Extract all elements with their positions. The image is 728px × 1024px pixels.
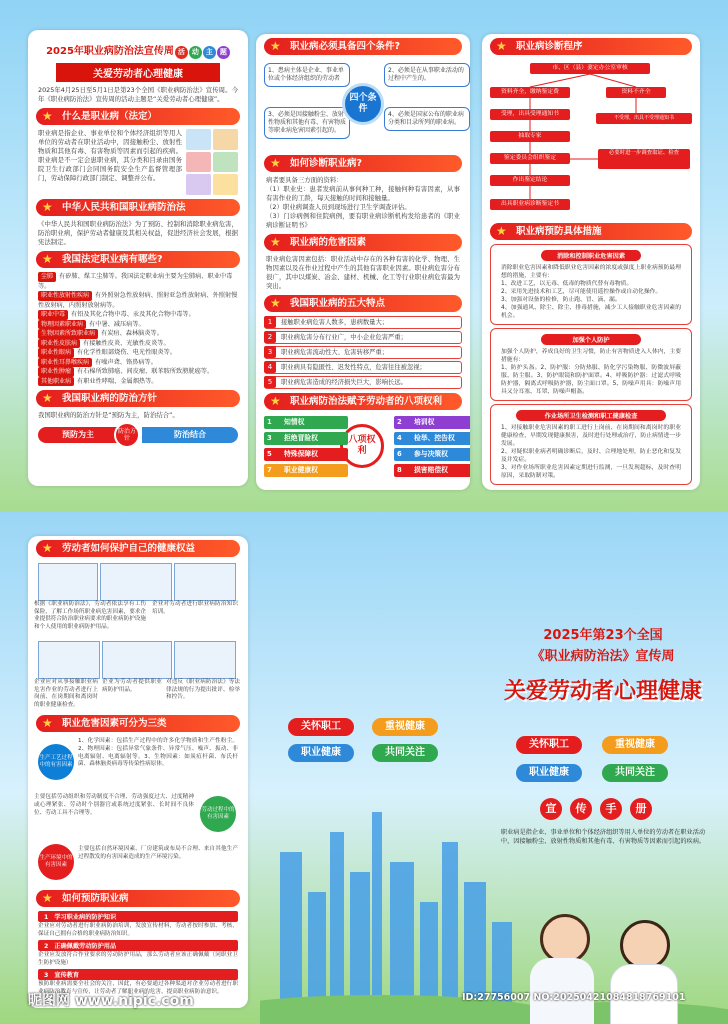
feature-row bbox=[264, 316, 462, 329]
category-list bbox=[34, 736, 242, 886]
right-item bbox=[264, 448, 348, 461]
prevent-text: 企业应发放符合作业要求的劳动防护用品，那么劳动者应该正确佩戴（同职业卫生防护设施） bbox=[38, 952, 238, 966]
section-header-rights: ★ 职业病防治法赋予劳动者的八项权利 bbox=[264, 393, 462, 410]
rights-hub: 八项权利 bbox=[340, 424, 384, 468]
scene-caption-5: 对违反《职业病防治法》等法律法规的行为提出批评、检举和控告。 bbox=[166, 679, 240, 700]
prevent-list bbox=[28, 911, 248, 997]
disease-text: 有铅及其化合物中毒、汞及其化合物中毒等。 bbox=[71, 311, 195, 318]
scene-caption-2: 企业对劳动者进行职业病防治知识培训。 bbox=[152, 601, 238, 615]
manual-label bbox=[540, 798, 652, 820]
doctor-head-icon bbox=[620, 920, 670, 970]
condition-4: 4、必须是国家公布的职业病分类和目录所列的职业病。 bbox=[384, 107, 470, 131]
prevent-title-text: 学习职业病的防护知识 bbox=[54, 914, 117, 921]
scene-image-4 bbox=[38, 641, 100, 679]
doctor-nurse-illustration bbox=[520, 914, 700, 1024]
condition-2: 2、必须是在从事职业活动的过程中产生的。 bbox=[384, 63, 470, 87]
flow-investigate: 必要时进一步调查取证、检查 bbox=[598, 149, 690, 169]
feature-row bbox=[264, 331, 462, 344]
diagnosis-text: 病者要具备三方面的资料： （1）职业史：患者发病前从事何种工种，接触何种有害因素，从事有害作业的工龄，每天接触的时间和接触量。 （2）职业病调查人员到现场进行卫生学调查评估。 （3）门诊病例和住院病例，要有职业病诊断机构发给患者的《职业病诊断证明书》 bbox=[266, 176, 460, 229]
disease-tag: 物理因素职业病 bbox=[38, 320, 86, 330]
star-icon: ★ bbox=[270, 235, 281, 249]
star-icon: ★ bbox=[42, 200, 53, 214]
right-item bbox=[394, 448, 470, 461]
watermark-left: 昵图网 www.nipic.com bbox=[28, 993, 194, 1009]
disease-tag: 尘肺 bbox=[38, 272, 56, 282]
right-label: 职业健康权 bbox=[284, 466, 318, 474]
feature-number: 4 bbox=[264, 361, 276, 373]
right-number: 1 bbox=[267, 418, 272, 426]
policy-banner bbox=[38, 422, 238, 448]
right-item bbox=[394, 416, 470, 429]
cover-pill-2: 重视健康 bbox=[602, 736, 668, 754]
disease-text: 有矽肺、煤工尘肺等。我国法定职业病主要为尘肺病、职业中毒等。 bbox=[38, 273, 233, 290]
right-item bbox=[264, 416, 348, 429]
right-number: 2 bbox=[397, 418, 402, 426]
disease-row bbox=[38, 291, 238, 310]
mid-pill-4: 共同关注 bbox=[372, 744, 438, 762]
feature-row bbox=[264, 361, 462, 374]
prevent-item bbox=[38, 940, 238, 967]
cover-pill-4: 共同关注 bbox=[602, 764, 668, 782]
category-3-badge: 生产环境中的有害因素 bbox=[38, 844, 74, 880]
star-icon: ★ bbox=[496, 39, 507, 53]
star-icon: ★ bbox=[270, 296, 281, 310]
illustration-workers-icon bbox=[186, 129, 238, 195]
category-2-text: 主要包括劳动组织和劳动制度不合理、劳动强度过大、过度精神或心理紧张、劳动时个别器官或系统过度紧张、长时间不良体位、劳动工具不合理等。 bbox=[34, 794, 194, 816]
disease-list bbox=[28, 272, 248, 386]
scene-caption-4: 企业为劳动者提供职业病防护用品。 bbox=[102, 679, 162, 693]
rights-grid bbox=[262, 414, 464, 480]
prevent-title bbox=[38, 911, 238, 922]
prevent-text: 企业应对劳动者进行职业病防治培训，发放宣传材料，劳动者按时参加、考核，保证自己拥有合格的职业病防治知识。 bbox=[38, 923, 238, 937]
section-header-procedure: ★ 职业病诊断程序 bbox=[490, 38, 692, 55]
mid-pill-1: 关怀职工 bbox=[288, 718, 354, 736]
disease-text: 有职业性哮喘、金属烟热等。 bbox=[77, 377, 158, 385]
disease-text: 有化学性眼部烧伤、电光性眼炎等。 bbox=[77, 349, 177, 356]
right-item bbox=[264, 432, 348, 445]
panel-rights-protection bbox=[28, 536, 248, 1008]
cover-title-block bbox=[478, 624, 728, 705]
feature-list bbox=[256, 316, 470, 389]
right-number: 3 bbox=[267, 434, 272, 442]
scene-image-3 bbox=[174, 563, 236, 601]
category-3-text: 主要包括自然环境因素、厂房建筑或布局不合理、来自其他生产过程散发的有害因素造成的生产环境污染。 bbox=[78, 846, 238, 860]
flow-conclusion: 作出鉴定结论 bbox=[490, 175, 570, 186]
badge-4: 题 bbox=[217, 46, 230, 59]
right-label: 知情权 bbox=[284, 418, 305, 426]
mid-pill-3: 职业健康 bbox=[288, 744, 354, 762]
star-icon: ★ bbox=[270, 394, 281, 408]
scene-caption-3: 企业应对从事接触职业病危害作业的劳动者进行上岗前、在岗期间和离岗时的职业健康检查。 bbox=[34, 679, 98, 708]
measure-3 bbox=[490, 404, 692, 485]
policy-center: 防治方针 bbox=[114, 422, 140, 448]
protect-scenes bbox=[34, 561, 242, 711]
badge-2: 动 bbox=[189, 46, 202, 59]
prevent-title bbox=[38, 940, 238, 951]
feature-text: 职业病具有隐匿性、迟发性特点，危害往往被忽视； bbox=[281, 364, 426, 371]
cover-description: 职业病是指企业、事业单位和个体经济组织等用人单位的劳动者在职业活动中，因接触粉尘、放射性物质和其他有毒、有害物质等因素而引起的疾病。 bbox=[500, 829, 706, 845]
disease-tag: 职业性眼病 bbox=[38, 348, 74, 358]
flow-reject: 不受理，出具不受理通知书 bbox=[596, 113, 692, 124]
procedure-flowchart bbox=[486, 59, 696, 219]
feature-text: 职业病危害分布行业广，中小企业危害严重； bbox=[281, 334, 407, 341]
feature-row bbox=[264, 346, 462, 359]
measure-1-text: 消除职业危害因素和降低职业危害因素的浓度或强度上职业病预防最理想的措施，主要有： 1、改进工艺，以无毒、低毒的物质代替有毒物质。 2、采用先进技术和工艺，尽可能使用遥控操作或自动化操作。 3、加强对设备的检修，防止跑、冒、滴、漏。 4、加强通风、除尘、除尘、排毒措施，减少工人接触职业危害因素的机会。 bbox=[501, 265, 681, 319]
prevent-title-text: 正确佩戴劳动防护用品 bbox=[54, 943, 117, 951]
disease-text: 有噪声聋、铬鼻病等。 bbox=[95, 358, 157, 366]
right-item bbox=[394, 432, 470, 445]
flow-certificate: 出具职业病诊断鉴定书 bbox=[490, 199, 570, 210]
panel-theme bbox=[28, 30, 248, 486]
measure-2 bbox=[490, 328, 692, 401]
flow-committee: 鉴定委员会组织鉴定 bbox=[490, 153, 570, 164]
star-icon: ★ bbox=[42, 109, 53, 123]
mid-pill-2: 重视健康 bbox=[372, 718, 438, 736]
campaign-title-text: 2025年职业病防治法宣传周 bbox=[46, 46, 174, 57]
section-header-protect: ★ 劳动者如何保护自己的健康权益 bbox=[36, 540, 240, 557]
condition-1: 1、患病主体是企业、事业单位或个体经济组织的劳动者 bbox=[264, 63, 350, 87]
star-icon: ★ bbox=[270, 39, 281, 53]
nurse-body-icon bbox=[530, 958, 594, 1024]
disease-row bbox=[38, 329, 238, 339]
measure-2-title: 加强个人防护 bbox=[541, 334, 641, 345]
section-header-features: ★ 我国职业病的五大特点 bbox=[264, 295, 462, 312]
disease-tag: 职业性耳鼻喉疾病 bbox=[38, 358, 92, 368]
feature-number: 3 bbox=[264, 346, 276, 358]
star-icon: ★ bbox=[496, 224, 507, 238]
section-header-law: ★ 中华人民共和国职业病防治法 bbox=[36, 199, 240, 216]
section-header-diagnosis: ★ 如何诊断职业病? bbox=[264, 155, 462, 172]
disease-row bbox=[38, 272, 238, 291]
flow-arrows bbox=[486, 59, 696, 219]
measure-3-text: 1、对接触职业危害因素的职工进行上岗前、在岗期间和离岗时的职业健康检查，早期发现健康损害，及时进行处理或治疗，防止病情进一步发展。 2、对疑似职业病者明确诊断后，及时、合理地处理，防止恶化和复发及并发症。 3、对作业场所职业危害因素定期进行监测，一旦发现超标，及时查明原因，采取防制对策。 bbox=[501, 425, 681, 479]
right-number: 5 bbox=[267, 450, 272, 458]
disease-row bbox=[38, 367, 238, 377]
feature-text: 接触职业病危害人数多，患病数量大； bbox=[281, 319, 389, 326]
watermark-right: ID:27756007 NO:20250421084818769101 bbox=[462, 992, 686, 1003]
policy-text: 我国职业病的防治方针是“预防为主，防治结合”。 bbox=[38, 411, 179, 419]
flow-accept: 受理，出具受理通知书 bbox=[490, 109, 570, 120]
cover-pill-3: 职业健康 bbox=[516, 764, 582, 782]
manual-char-4: 册 bbox=[630, 798, 652, 820]
conditions-diagram bbox=[260, 59, 466, 151]
badge-3: 主 bbox=[203, 46, 216, 59]
disease-tag: 职业性皮肤病 bbox=[38, 339, 80, 349]
star-icon: ★ bbox=[42, 716, 53, 730]
right-label: 培训权 bbox=[414, 418, 435, 426]
category-1-text: 1、化学因素：包括生产过程中的许多化学物质和生产性粉尘。2、物理因素：包括异常气象条件、异常气压、噪声、振动、非电离辐射、电离辐射等。3、生物因素：如炭疽杆菌、布氏杆菌、森林脑炎病毒等传染性病原体。 bbox=[78, 738, 238, 768]
measure-2-text: 加强个人防护，养成良好的卫生习惯，防止有害物质进入人体内，主要措施有： 1、防护头盔。2、防护服：分防热服、防化学污染物服、防微波屏蔽服、防尘服。3、防护眼镜和防护面罩。4、呼吸防护器：过滤式呼吸防护器，隔离式呼吸防护器，防尘面口罩。5、防噪声用具：防噪声用具又分耳塞、耳罩、防噪声帽盔。 bbox=[501, 349, 681, 395]
measure-1-title: 消除和控制职业危害因素 bbox=[541, 250, 641, 261]
flow-incomplete: 资料不齐全 bbox=[606, 87, 666, 98]
measure-1 bbox=[490, 244, 692, 325]
disease-row bbox=[38, 348, 238, 358]
disease-text: 有外照射急性放射病、照射亚急性放射病、外照射慢性放射病，内照射放射病等。 bbox=[38, 292, 238, 309]
flow-review: 市、区（县）妻定办公室审核 bbox=[530, 63, 650, 74]
panel-conditions bbox=[256, 34, 470, 490]
star-icon: ★ bbox=[42, 252, 53, 266]
section-header-prevention: ★ 职业病预防具体措施 bbox=[490, 223, 692, 240]
feature-row bbox=[264, 376, 462, 389]
measure-3-title: 作业场所卫生检测和职工健康检查 bbox=[516, 410, 666, 421]
cover-pill-1: 关怀职工 bbox=[516, 736, 582, 754]
star-icon: ★ bbox=[42, 541, 53, 555]
disease-tag: 职业性肿瘤 bbox=[38, 367, 74, 377]
feature-number: 2 bbox=[264, 331, 276, 343]
hazard-text: 职业病危害因素包括：职业活动中存在的各种有害的化学、物理、生物因素以及在作业过程中产生的其他有害职业因素。职业病危害分布很广，其中以煤炭、冶金、建材、机械、化工等行业职业病危害最为突出。 bbox=[266, 255, 460, 290]
section-header-diseases: ★ 我国法定职业病有哪些? bbox=[36, 251, 240, 268]
feature-text: 职业病危害流动性大、危害转移严重； bbox=[281, 349, 389, 356]
disease-row bbox=[38, 320, 238, 330]
prevent-number: 2 bbox=[44, 943, 49, 951]
section-header-categories: ★ 职业危害因素可分为三类 bbox=[36, 715, 240, 732]
star-icon: ★ bbox=[42, 391, 53, 405]
law-text: 《中华人民共和国职业病防治法》为了预防、控制和消除职业病危害，防治职业病，保护劳动者健康及其相关权益，促进经济社会发展，根据宪法制定。 bbox=[38, 220, 238, 246]
right-item bbox=[394, 464, 470, 477]
disease-text: 有中暑、减压病等。 bbox=[89, 320, 145, 328]
scene-image-6 bbox=[174, 641, 236, 679]
policy-right: 防治结合 bbox=[142, 427, 238, 443]
prevent-item bbox=[38, 911, 238, 938]
scene-caption-1: 根据《职业病防治法》，劳动者依法享有工伤保险，了解工作场所职业病危害因素，要求企业提供符合防治职业病要求的职业病防护设施和个人使用的职业病防护用品。 bbox=[34, 601, 146, 630]
prevent-title-text: 宣传教育 bbox=[54, 972, 80, 980]
disease-tag: 职业中毒 bbox=[38, 310, 68, 320]
campaign-title bbox=[28, 42, 248, 59]
section-header-what-is: ★ 什么是职业病（法定） bbox=[36, 108, 240, 125]
category-2-badge: 劳动过程中的有害因素 bbox=[200, 796, 236, 832]
prevent-number: 3 bbox=[44, 972, 49, 980]
what-is-text: 职业病是指企业、事业单位和个体经济组织等用人单位的劳动者在职业活动中，因接触粉尘、放射性物质和其他有毒、有害物质等因素而引起的疾病。职业病是不一定会患职业病，其分类和目录由国务院卫生行政部门会同国务院安全生产监督管理部门，劳动保障行政部门制定、调整并公布。 bbox=[38, 129, 182, 182]
nurse-head-icon bbox=[540, 914, 590, 964]
manual-char-2: 传 bbox=[570, 798, 592, 820]
section-header-prevent: ★ 如何预防职业病 bbox=[36, 890, 240, 907]
right-label: 拒绝冒险权 bbox=[284, 434, 318, 442]
disease-row bbox=[38, 310, 238, 320]
feature-number: 1 bbox=[264, 316, 276, 328]
right-label: 检举、控告权 bbox=[414, 434, 455, 442]
disease-row bbox=[38, 339, 238, 349]
policy-left: 预防为主 bbox=[38, 427, 118, 443]
right-item bbox=[264, 464, 348, 477]
manual-char-1: 宣 bbox=[540, 798, 562, 820]
scene-image-5 bbox=[102, 641, 172, 679]
cover-line-1: 2025年第23个全国 bbox=[543, 628, 663, 643]
right-number: 8 bbox=[397, 466, 402, 474]
feature-number: 5 bbox=[264, 376, 276, 388]
star-icon: ★ bbox=[270, 156, 281, 170]
prevent-text: 预防职业病需要全社会的关注，因此，有必要通过各种渠道对企业劳动者进行职业病防治教育与宣传，让劳动者了解职业病的危害，提高职业病防治意识。 bbox=[38, 981, 238, 995]
flow-experts: 抽取专家 bbox=[490, 131, 570, 142]
right-number: 4 bbox=[397, 434, 402, 442]
disease-text: 有接触性皮炎、光敏性皮炎等。 bbox=[83, 339, 170, 347]
right-number: 7 bbox=[267, 466, 272, 474]
disease-row bbox=[38, 358, 238, 368]
panel-procedure bbox=[482, 34, 700, 490]
disease-row bbox=[38, 377, 238, 387]
manual-char-3: 手 bbox=[600, 798, 622, 820]
scene-image-2 bbox=[100, 563, 172, 601]
disease-text: 有石棉所致肺癌、间皮瘤、联苯胺所致膀胱癌等。 bbox=[77, 368, 214, 375]
right-label: 损害赔偿权 bbox=[414, 466, 448, 474]
right-number: 6 bbox=[397, 450, 402, 458]
category-1-badge: 生产工艺过程中的有害因素 bbox=[38, 744, 74, 780]
right-label: 参与决策权 bbox=[414, 450, 448, 458]
condition-3: 3、必须是因接触粉尘、放射性物质和其他有毒、有害物质等职业病危害因素引起的。 bbox=[264, 107, 350, 139]
star-icon: ★ bbox=[42, 891, 53, 905]
flow-complete: 资料齐全，缴纳鉴定费 bbox=[490, 87, 570, 98]
intro-text: 2025年4月25日至5月1日是第23个全国《职业病防治法》宣传周。今年《职业病防治法》宣传周的活动主题是“关爱劳动者心理健康”。 bbox=[38, 86, 238, 103]
prevent-title bbox=[38, 969, 238, 980]
prevent-number: 1 bbox=[44, 914, 49, 921]
section-header-hazard: ★ 职业病的危害因素 bbox=[264, 234, 462, 251]
section-header-conditions: ★ 职业病必须具备四个条件? bbox=[264, 38, 462, 55]
cover-headline: 关爱劳动者心理健康 bbox=[503, 678, 702, 704]
brochure-outer-side bbox=[0, 512, 728, 1024]
disease-tag: 其他职业病 bbox=[38, 377, 74, 387]
disease-text: 有炭疽、森林脑炎等。 bbox=[101, 330, 163, 337]
theme-banner: 关爱劳动者心理健康 bbox=[56, 63, 220, 82]
conditions-hub: 四个条件 bbox=[342, 83, 384, 125]
disease-tag: 生物因素所致职业病 bbox=[38, 329, 98, 339]
scene-image-1 bbox=[38, 563, 98, 601]
feature-text: 职业病危害造成的经济损失巨大，影响长远。 bbox=[281, 379, 407, 386]
badge-1: 活 bbox=[175, 46, 188, 59]
disease-tag: 职业性放射性疾病 bbox=[38, 291, 92, 301]
right-label: 特殊保障权 bbox=[284, 450, 318, 458]
cover-line-2: 《职业病防治法》宣传周 bbox=[531, 649, 675, 664]
section-header-policy: ★ 我国职业病的防治方针 bbox=[36, 390, 240, 407]
